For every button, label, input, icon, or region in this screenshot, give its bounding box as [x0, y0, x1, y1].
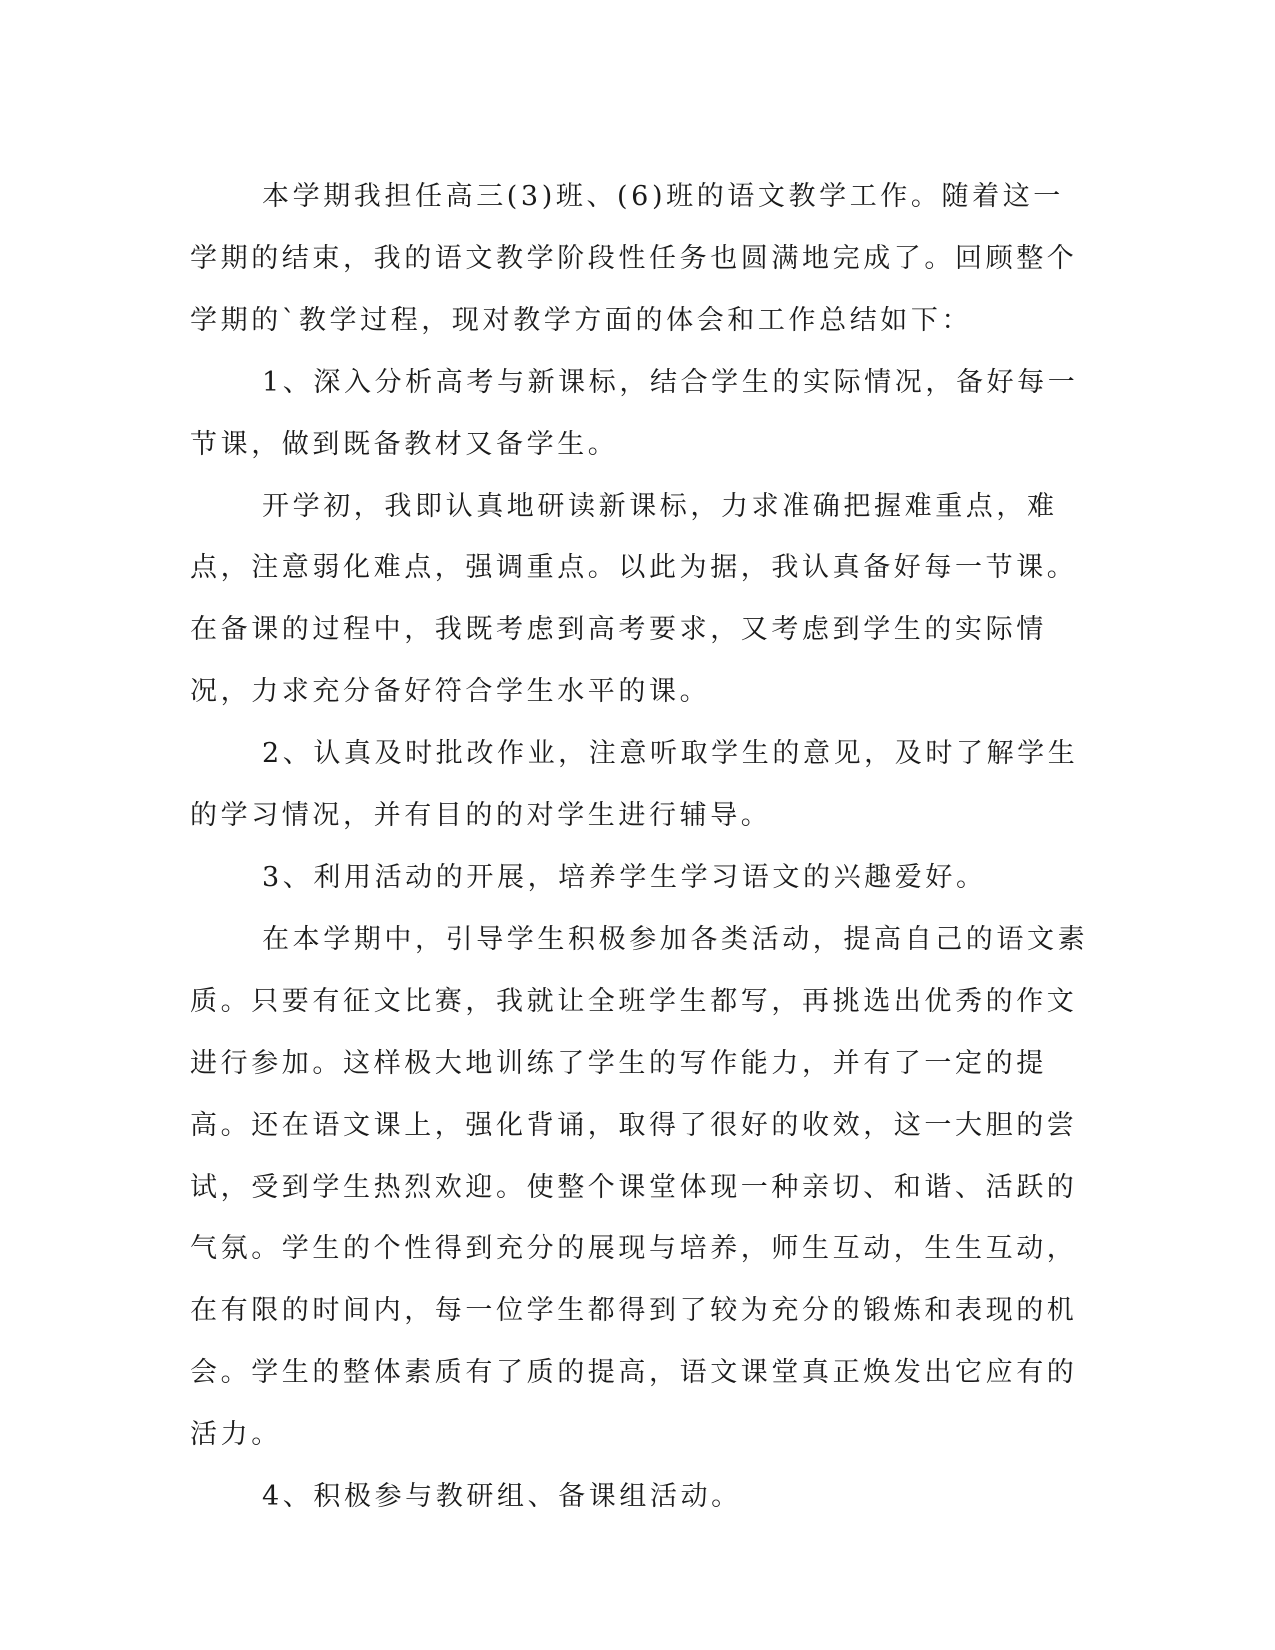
paragraph-item-4: 4、积极参与教研组、备课组活动。	[262, 1481, 742, 1513]
paragraph-intro: 本学期我担任高三(3)班、(6)班的语文教学工作。随着这一学期的结束，我的语文教学阶段性任务也圆满地完成了。回顾整个学期的`教学过程，现对教学方面的体会和工作总结如下：	[190, 181, 1078, 336]
paragraph-item-1-detail: 开学初，我即认真地研读新课标，力求准确把握难重点，难点，注意弱化难点，强调重点。以此为据，我认真备好每一节课。在备课的过程中，我既考虑到高考要求，又考虑到学生的实际情况，力求充分备好符合学生水平的课。	[190, 490, 1078, 708]
paragraph-item-3: 3、利用活动的开展，培养学生学习语文的兴趣爱好。	[262, 861, 987, 893]
paragraph-item-1: 1、深入分析高考与新课标，结合学生的实际情况，备好每一节课，做到既备教材又备学生。	[190, 366, 1079, 460]
paragraph-item-2: 2、认真及时批改作业，注意听取学生的意见，及时了解学生的学习情况，并有目的的对学生进行辅导。	[190, 738, 1079, 832]
paragraph-item-3-detail: 在本学期中，引导学生积极参加各类活动，提高自己的语文素质。只要有征文比赛，我就让全班学生都写，再挑选出优秀的作文进行参加。这样极大地训练了学生的写作能力，并有了一定的提高。还在语文课上，强化背诵，取得了很好的收效，这一大胆的尝试，受到学生热烈欢迎。使整个课堂体现一种亲切、和谐、活跃的气氛。学生的个性得到充分的展现与培养，师生互动，生生互动，在有限的时间内，每一位学生都得到了较为充分的锻炼和表现的机会。学生的整体素质有了质的提高，语文课堂真正焕发出它应有的活力。	[190, 923, 1089, 1451]
document-body	[190, 166, 1090, 1528]
